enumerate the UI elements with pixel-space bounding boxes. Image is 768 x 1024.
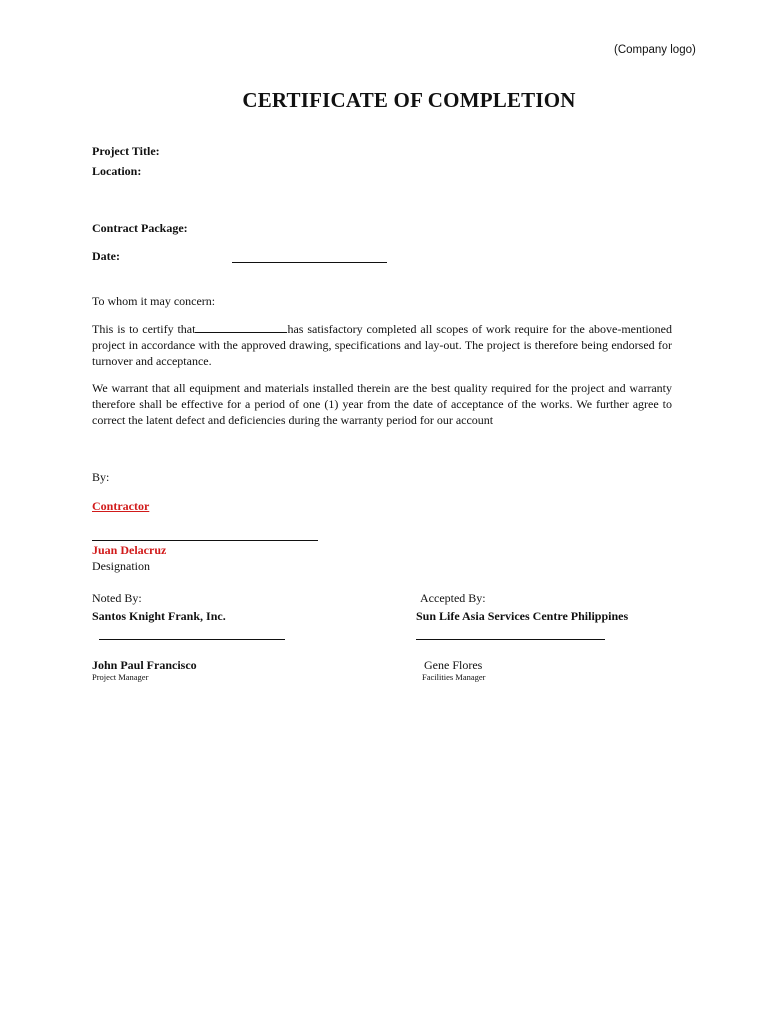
certification-paragraph [92, 321, 672, 369]
certification-text-start: This is to certify that [92, 322, 196, 336]
noted-by-title: Project Manager [92, 672, 149, 682]
certificate-title: CERTIFICATE OF COMPLETION [242, 88, 576, 112]
accepted-by-name: Gene Flores [424, 658, 483, 672]
contractor-designation: Designation [92, 559, 150, 573]
accepted-by-title: Facilities Manager [422, 672, 486, 682]
accepted-by-company: Sun Life Asia Services Centre Philippines [416, 609, 629, 623]
location-label: Location: [92, 164, 142, 178]
noted-by-signature-line [99, 639, 285, 640]
contract-package-label: Contract Package: [92, 221, 188, 235]
project-title-label: Project Title: [92, 144, 160, 158]
accepted-by-label: Accepted By: [420, 591, 486, 605]
noted-by-label: Noted By: [92, 591, 142, 605]
contractor-name-blank [195, 321, 287, 333]
accepted-by-signature-line [416, 639, 605, 640]
contractor-role: Contractor [92, 499, 150, 513]
noted-by-company: Santos Knight Frank, Inc. [92, 609, 226, 623]
date-blank-line [232, 262, 387, 263]
by-label: By: [92, 470, 110, 484]
company-logo-placeholder: (Company logo) [614, 44, 696, 56]
warranty-paragraph: We warrant that all equipment and materials installed therein are the best quality required for the project and warranty therefore shall be effective for a period of one (1) year from the date of acceptance of the works. We further agree to correct the latent defect and deficiencies during the warranty period for our account [92, 381, 672, 427]
noted-by-name: John Paul Francisco [92, 658, 197, 672]
certification-text-end: has satisfactory completed all scopes of work require for the above-mentioned project in accordance with the approved drawing, specifications and lay-out. The project is therefore being endorsed for turnover and acceptance. [92, 322, 672, 368]
date-label: Date: [92, 249, 120, 263]
contractor-name: Juan Delacruz [92, 543, 167, 557]
contractor-signature-line [92, 540, 318, 541]
salutation: To whom it may concern: [92, 294, 216, 308]
